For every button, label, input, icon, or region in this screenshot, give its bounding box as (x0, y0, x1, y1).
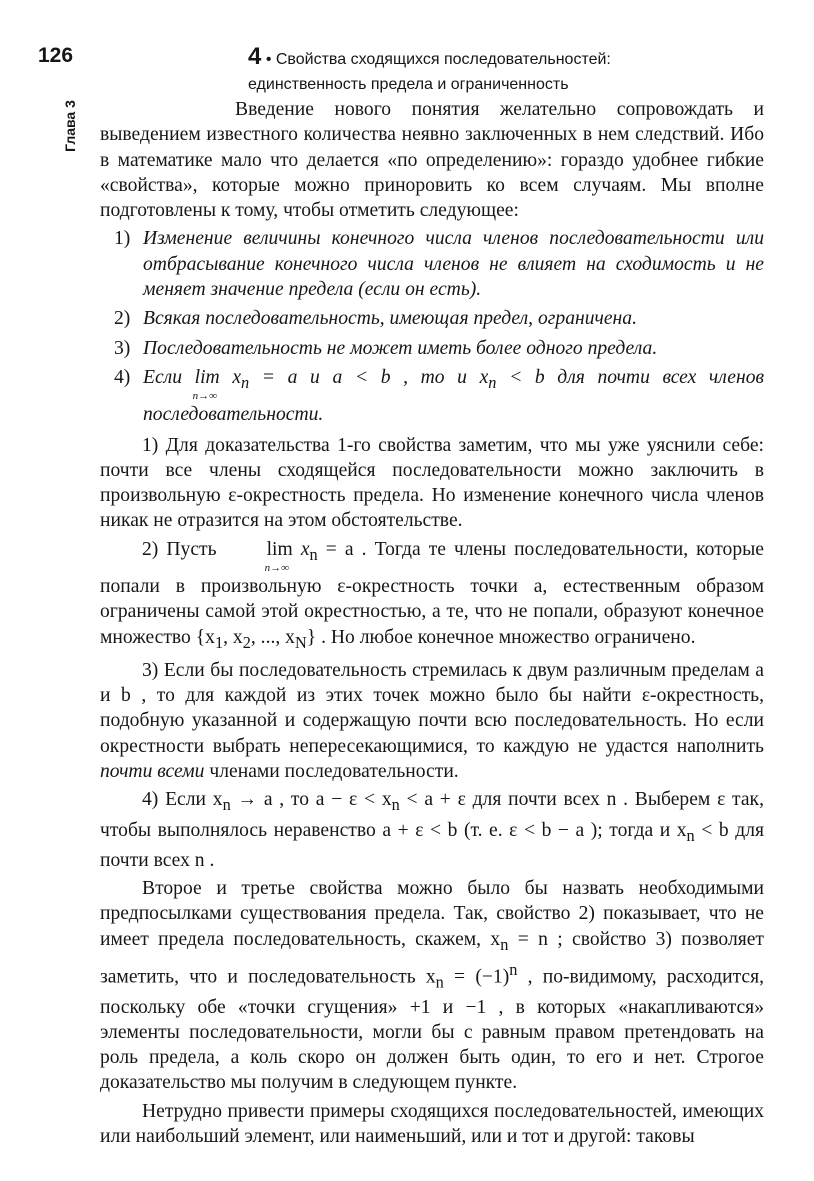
chapter-label: Глава 3 (62, 100, 78, 152)
math-subscript: n (391, 795, 400, 815)
proof-paragraph-2 (100, 537, 764, 655)
list-text: = a и a < b , то и x (249, 366, 489, 388)
list-item (100, 226, 764, 302)
text-run: < b для почти всех n . (100, 819, 764, 871)
math-var: x (232, 366, 242, 388)
lim-subscript: n→∞ (192, 389, 217, 402)
properties-list (100, 226, 764, 427)
math-subscript: n (309, 544, 318, 564)
examples-paragraph: Нетрудно привести примеры сходящихся последовательностей, имеющих или наибольший элемент, или наименьший, или и тот и другой: таковы (100, 1100, 764, 1148)
text-run: → a , то a − ε < x (230, 789, 392, 811)
math-subscript: n (222, 795, 231, 815)
lim-word: lim (266, 538, 293, 560)
page-number: 126 (38, 44, 74, 67)
body-text (100, 97, 764, 1149)
math-subscript: 1 (214, 632, 224, 652)
list-text: < b для почти всех членов последовательности. (143, 366, 765, 426)
text-run: = (−1) (443, 966, 510, 988)
list-number: 3) (114, 337, 131, 359)
list-text: Всякая последовательность, имеющая предел, ограничена. (143, 308, 637, 330)
math-var: x (300, 538, 310, 560)
limit-symbol (225, 537, 293, 574)
emphasis: почти всеми (100, 761, 205, 783)
text-run: , x (223, 626, 243, 648)
section-title-line2: единственность предела и ограниченность (248, 76, 569, 93)
math-subscript: 2 (242, 632, 251, 652)
text-run: 4) Если x (142, 789, 223, 811)
section-header (248, 44, 768, 97)
math-subscript: n (488, 372, 497, 392)
section-number: 4 (248, 43, 262, 70)
list-item (100, 365, 764, 428)
math-subscript: n (241, 372, 250, 392)
text-run: < a + ε для почти всех n . Выберем ε так, чтобы выполнялось неравенство a + ε < b (т. е. ε < b − a ); тогда и x (100, 789, 764, 841)
proof-paragraph-3 (100, 658, 764, 784)
math-superscript: n (509, 959, 518, 979)
text-run: членами последовательности. (209, 761, 459, 783)
text-run: Второе и третье свойства можно было бы назвать необходимыми предпосылками существования предела. Так, свойство 2) показывает, что не имеет предела последовательность, скажем, x (100, 878, 764, 950)
text-run: 3) Если бы последовательность стремилась к двум различным пределам a и b , то для каждой из этих точек можно было бы найти ε-окрестность, подобную указанной и содержащую почти всю последовательность. Но если окрестности выбрать непересекающимися, то каждую не удастся наполнить (100, 659, 764, 757)
proof-paragraph-4 (100, 787, 764, 873)
text-run: } . Но любое конечное множество ограничено. (306, 626, 696, 648)
text-run: , по-видимому, расходится, поскольку обе «точки сгущения» +1 и −1 , в которых «накапливаются» элементы последовательности, могли бы с равным правом претендовать на роль предела, а коль скоро он должен быть один, то его и нет. Строгое доказательство мы получим в следующем пункте. (100, 966, 764, 1094)
text-run: = a . Тогда те члены последовательности, которые попали в произвольную ε-окрестность точки a, естественным образом ограничены самой этой окрестностью, а те, что не попали, образуют конечное множество {x (100, 538, 764, 648)
text-run: , ..., x (250, 626, 295, 648)
intro-paragraph: Введение нового понятия желательно сопровождать и выведением известного количества неявно заключенных в нем следствий. Ибо в математике мало что делается «по определению»: гораздо удобнее гибкие «свойства», которые можно приноровить ко всем случаям. Мы вполне подготовлены к тому, чтобы отметить следующее: (100, 99, 764, 222)
math-subscript: n (686, 825, 695, 845)
math-subscript: n (435, 972, 444, 992)
list-text: Последовательность не может иметь более одного предела. (143, 337, 658, 359)
section-bullet: • (265, 51, 272, 68)
list-item (100, 306, 764, 331)
text-run: = n ; свойство 3) позволяет заметить, что и последовательность x (100, 928, 764, 988)
list-item (100, 336, 764, 361)
lim-word: lim (194, 366, 220, 388)
math-subscript: N (294, 632, 307, 652)
limit-symbol (192, 365, 220, 402)
chapter-tab (58, 86, 82, 166)
list-number: 1) (114, 228, 131, 250)
list-text: Изменение величины конечного числа членов последовательности или отбрасывание конечного числа членов не влияет на сходимость и не меняет значение предела (если он есть). (143, 228, 764, 301)
proof-paragraph-1: 1) Для доказательства 1-го свойства заметим, что мы уже уяснили себе: почти все члены сходящейся последовательности можно заключить в произвольную ε-окрестность предела. Но изменение конечного числа членов никак не отразится на этом обстоятельстве. (100, 434, 764, 532)
list-number: 2) (114, 308, 131, 330)
math-subscript: n (500, 934, 509, 954)
lim-subscript: n→∞ (264, 561, 289, 574)
discussion-paragraph (100, 876, 764, 1096)
section-title-line1: Свойства сходящихся последовательностей: (275, 51, 611, 68)
list-number: 4) (114, 366, 131, 388)
text-run: 2) Пусть (142, 538, 217, 560)
list-text: Если (143, 366, 183, 388)
